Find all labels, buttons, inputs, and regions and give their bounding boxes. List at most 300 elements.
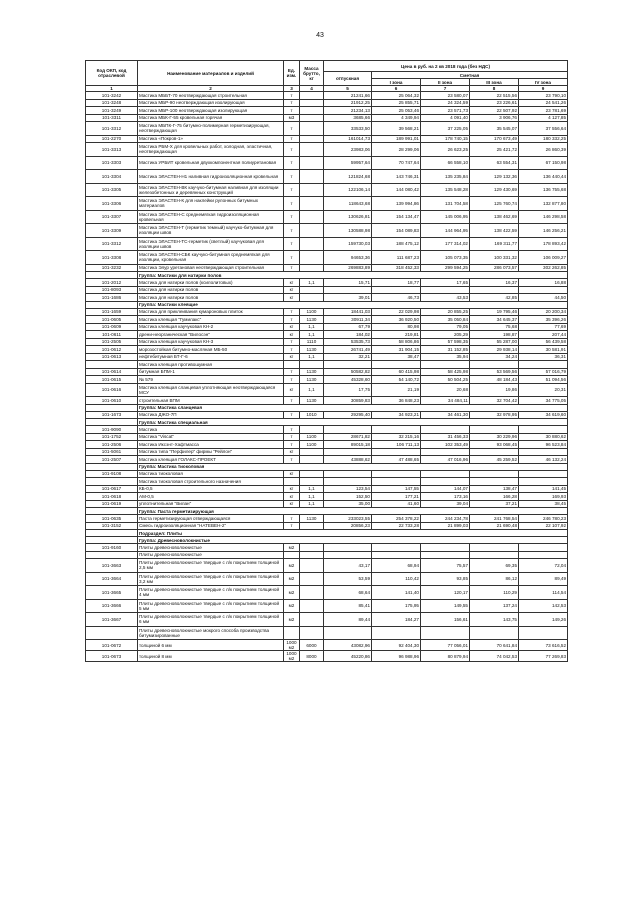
cell-code: 101-0610 [86,397,138,405]
cell-p7: 145 006,95 [421,210,470,224]
cell-name: Плиты древесноволокнистые [138,551,284,559]
cell-p7: 34 461,30 [421,411,470,419]
cell-mass: 1,1 [300,279,324,287]
table-row [86,433,568,441]
cell-p6: 318 452,33 [372,264,421,272]
cell-p7: 205,29 [421,331,470,339]
cell-p5: 184,02 [324,331,372,339]
cell-code: 101-0618 [86,493,138,501]
cell-p6: 147,55 [372,485,421,493]
cell-p7: 4 091,40 [421,114,470,122]
cell-p9: 246 780,23 [519,515,568,523]
cell-p8: 143,75 [470,613,519,627]
cell-name: Мастика клеящая ГОЛАКС-ПРОЕКТ [138,456,284,464]
cell-p5: 23983,06 [324,143,372,157]
cell-p6: 60 415,98 [372,368,421,376]
cell-code: 101-3232 [86,264,138,272]
table-row [86,92,568,100]
cell-mass: 1100 [300,433,324,441]
cell-code: 101-1752 [86,433,138,441]
table-row [86,383,568,397]
cell-name: Мастика клеящая противошумная [138,361,284,369]
cell-unit: м2 [284,613,300,627]
cell-p6: 70 747,64 [372,156,421,170]
cell-unit: т [284,346,300,354]
header-mass: Масса брутто, кг [300,61,324,86]
cell-p7: 144,07 [421,485,470,493]
cell-mass: 1,1 [300,493,324,501]
cell-p6: 189 991,01 [372,135,421,143]
cell-mass [300,183,324,197]
cell-mass [300,170,324,184]
cell-p8 [470,544,519,552]
cell-p9: 46 132,24 [519,456,568,464]
cell-mass: 1130 [300,397,324,405]
cell-unit: т [284,441,300,449]
cell-name: Мастика ЭЛАСТЕН-ТС-герметик (светлый) каучуковая для изоляции швов [138,237,284,251]
cell-name: Плиты древесноволокнистые [138,544,284,552]
cell-p7: 58 425,98 [421,368,470,376]
header-zone-2: II зона [421,79,470,86]
cell-p6: 25 855,71 [372,99,421,107]
cell-mass [300,237,324,251]
cell-name: Мастика УРБИТ кровельная двухкомпонентная полиуретановая [138,156,284,170]
table-row [86,572,568,586]
header-zone-1: I зона [372,79,421,86]
cell-mass [300,264,324,272]
cell-p9: 141,45 [519,485,568,493]
cell-p7: 37 225,05 [421,122,470,136]
cell-p8: 137,24 [470,599,519,613]
table-row [86,397,568,405]
cell-p9: 20 200,34 [519,308,568,316]
cell-p6: 32 215,16 [372,433,421,441]
cell-mass: 1,1 [300,331,324,339]
cell-unit: т [284,170,300,184]
cell-mass [300,92,324,100]
cell-unit: т [284,411,300,419]
group-title: Группа: Мастика специальная [138,419,568,426]
colnum: 6 [372,86,421,92]
cell-mass [300,143,324,157]
cell-p5: 233023,55 [324,515,372,523]
cell-name: Мастика клеящая "Гумилакс" [138,316,284,324]
cell-name: Мастика клеящая сланцевая уплотняющая неотверждающаяся МСУ [138,383,284,397]
cell-p6: 58 806,86 [372,338,421,346]
cell-p6 [372,448,421,456]
cell-p5: 30859,83 [324,397,372,405]
cell-mass [300,156,324,170]
cell-p9: 106 009,27 [519,251,568,265]
cell-code: 101-0673 [86,651,138,662]
table-row [86,500,568,508]
group-code-cell [86,508,138,515]
cell-p8 [470,551,519,559]
cell-p9: 57 016,79 [519,368,568,376]
group-title: Группа: Мастика сланцевая [138,404,568,411]
cell-p7: 156,61 [421,613,470,627]
table-row [86,376,568,384]
cell-code: 101-3242 [86,92,138,100]
colnum: 3 [284,86,300,92]
table-row [86,99,568,107]
cell-mass [300,522,324,530]
cell-code [86,478,138,486]
cell-mass: 1,1 [300,353,324,361]
cell-p6: 18,77 [372,279,421,287]
cell-code: 101-3663 [86,559,138,573]
cell-code [86,626,138,640]
cell-unit: т [284,92,300,100]
cell-mass [300,197,324,211]
cell-code: 101-9160 [86,544,138,552]
cell-p7: 26 623,25 [421,143,470,157]
group-row [86,537,568,544]
table-row [86,316,568,324]
cell-p9 [519,361,568,369]
cell-name: Мастика ЭЛАСТЕН-Т (герметик темный) каучуко-битумная для изоляции швов [138,224,284,238]
cell-name: Мастика ДЖО-7П [138,411,284,419]
cell-unit: т [284,135,300,143]
cell-p7: 57 598,35 [421,338,470,346]
table-row [86,170,568,184]
cell-code: 101-2270 [86,135,138,143]
cell-p6 [372,478,421,486]
cell-name: Мастика «Покров-1» [138,135,284,143]
table-row [86,441,568,449]
cell-p5: 43888,62 [324,456,372,464]
cell-unit: т [284,107,300,115]
table-row [86,478,568,486]
cell-unit: кг [284,383,300,397]
cell-p6: 92 404,30 [372,640,421,651]
group-code-cell [86,530,138,537]
cell-code: 101-9090 [86,426,138,434]
header-zone-4: IV зона [519,79,568,86]
table-row [86,448,568,456]
cell-unit: кг [284,493,300,501]
cell-p9 [519,478,568,486]
cell-code: 101-3308 [86,251,138,265]
cell-p8 [470,286,519,294]
cell-code: 101-2012 [86,279,138,287]
table-row [86,353,568,361]
table-row [86,470,568,478]
table-row [86,551,568,559]
cell-unit: кг [284,323,300,331]
cell-p8: 34,24 [470,353,519,361]
cell-p8: 53 569,56 [470,368,519,376]
cell-mass: 1130 [300,368,324,376]
cell-p7: 299 594,25 [421,264,470,272]
cell-code: 101-3312 [86,237,138,251]
cell-code: 101-3312 [86,122,138,136]
cell-mass: 1130 [300,376,324,384]
cell-code: 101-8093 [86,286,138,294]
cell-name: Мастика Элур уретановая неотверждающая строительная [138,264,284,272]
cell-unit: т [284,368,300,376]
group-row [86,508,568,515]
cell-p6: 219,81 [372,331,421,339]
cell-p5: 21912,25 [324,99,372,107]
cell-p7 [421,448,470,456]
cell-p9: 35 396,26 [519,316,568,324]
cell-p5 [324,478,372,486]
cell-name: Мастика МББТ-70 неотверждающая строительная [138,92,284,100]
table-row [86,156,568,170]
cell-p5: 89,44 [324,613,372,627]
cell-p6: 21,19 [372,383,421,397]
cell-unit: м2 [284,544,300,552]
cell-p9: 56 439,58 [519,338,568,346]
table-row [86,122,568,136]
cell-unit: м2 [284,559,300,573]
cell-p9: 36,31 [519,353,568,361]
cell-p7: 23 571,73 [421,107,470,115]
cell-p9: 89,49 [519,572,568,586]
cell-name: Плиты древесноволокнистые мокрого способа производства битумизированные [138,626,284,640]
cell-mass: 1010 [300,411,324,419]
cell-p8: 166,28 [470,493,519,501]
cell-p5 [324,626,372,640]
cell-p5: 26741,49 [324,346,372,354]
cell-code: 101-9108 [86,470,138,478]
cell-name: Мастика для натирки полов [138,294,284,302]
cell-mass: 1110 [300,338,324,346]
cell-code: 101-0635 [86,515,138,523]
cell-p8: 42,85 [470,294,519,302]
cell-p5: 30911,34 [324,316,372,324]
cell-unit: т [284,224,300,238]
table-row [86,135,568,143]
table-row [86,197,568,211]
cell-p6: 47 488,65 [372,456,421,464]
cell-unit: т [284,376,300,384]
cell-p7: 21 899,03 [421,522,470,530]
cell-p6: 34 923,21 [372,411,421,419]
cell-mass [300,456,324,464]
cell-mass [300,361,324,369]
cell-p7: 66 558,10 [421,156,470,170]
cell-p5: 53535,73 [324,338,372,346]
cell-p8: 169 311,77 [470,237,519,251]
cell-unit: кг [284,294,300,302]
group-title: Подраздел: Плиты [138,530,568,537]
cell-p8: 48 184,43 [470,376,519,384]
cell-p5: 3685,66 [324,114,372,122]
cell-unit: т [284,210,300,224]
cell-unit: м2 [284,586,300,600]
cell-p6: 4 349,94 [372,114,421,122]
cell-p6: 154 089,83 [372,224,421,238]
table-row [86,599,568,613]
cell-code: 101-3313 [86,143,138,157]
cell-mass [300,470,324,478]
cell-p5: 29295,40 [324,411,372,419]
cell-code: 101-3667 [86,613,138,627]
cell-p8: 63 554,31 [470,156,519,170]
cell-p8: 45 259,52 [470,456,519,464]
cell-p5: 20856,23 [324,522,372,530]
table-row [86,224,568,238]
cell-name: Мастика для приклеивания кумароновых плиток [138,308,284,316]
table-row [86,279,568,287]
cell-p5: 161014,73 [324,135,372,143]
cell-p8: 138,47 [470,485,519,493]
cell-p9: 77,69 [519,323,568,331]
header-code: Код ОКП, код отраслевой [86,61,138,86]
cell-p7: 35 050,84 [421,316,470,324]
cell-name: Плиты древесноволокнистые твердые с л/к покрытием толщиной 3,2 мм [138,572,284,586]
cell-p6: 36 848,23 [372,397,421,405]
cell-unit: т [284,316,300,324]
cell-p9: 23 781,69 [519,107,568,115]
cell-p9: 169,93 [519,493,568,501]
cell-mass [300,224,324,238]
cell-unit: кг [284,470,300,478]
cell-unit: кг [284,448,300,456]
group-row [86,404,568,411]
cell-p9 [519,551,568,559]
cell-name: толщиной 6 мм [138,640,284,651]
cell-p7 [421,544,470,552]
cell-p6: 80,98 [372,323,421,331]
cell-p6: 22 029,98 [372,308,421,316]
cell-p9: 132 877,80 [519,197,568,211]
cell-p7: 131 704,58 [421,197,470,211]
cell-unit: т [284,122,300,136]
cell-p7: 35,94 [421,353,470,361]
cell-p5: 122106,14 [324,183,372,197]
table-row [86,210,568,224]
cell-unit: т [284,433,300,441]
cell-mass [300,544,324,552]
cell-name: Мастика ЭЛАСТЕН-С среднемягкая гидроизоляционная кровельная [138,210,284,224]
cell-p7: 173,16 [421,493,470,501]
cell-p5: 21234,13 [324,107,372,115]
cell-name: Мастика ЭЛАСТЕН-ВК каучуко-битумная наливная для изоляции железобетонных и деревянных конструкций [138,183,284,197]
cell-unit: м2 [284,599,300,613]
cell-name: № 579 [138,376,284,384]
colnum: 5 [324,86,372,92]
cell-name: Мастика для натирки полов (ксилолитовых) [138,279,284,287]
cell-p6: 110,42 [372,572,421,586]
cell-p9: 114,54 [519,586,568,600]
cell-mass [300,572,324,586]
cell-code: 101-1673 [86,411,138,419]
cell-p9: 37 556,64 [519,122,568,136]
cell-p6 [372,626,421,640]
cell-p8 [470,470,519,478]
page-number: 43 [316,32,324,39]
cell-unit: т [284,397,300,405]
table-row [86,286,568,294]
cell-unit: т [284,197,300,211]
table-row [86,346,568,354]
cell-p8: 138 422,59 [470,224,519,238]
cell-code: 101-0612 [86,346,138,354]
cell-code: 101-0617 [86,485,138,493]
cell-p7: 34 484,11 [421,397,470,405]
cell-p8: 34 645,37 [470,316,519,324]
cell-p8 [470,626,519,640]
cell-code: 101-0615 [86,376,138,384]
cell-mass [300,586,324,600]
cell-name: дрени-неорганическая "Вилосэн" [138,331,284,339]
cell-p6 [372,426,421,434]
cell-p5: 39,01 [324,294,372,302]
cell-p9: 23 790,10 [519,92,568,100]
table-row [86,426,568,434]
cell-p8: 241 768,54 [470,515,519,523]
cell-p5: 159730,03 [324,237,372,251]
cell-p8: 30 229,96 [470,433,519,441]
cell-p6: 184,27 [372,613,421,627]
group-row [86,530,568,537]
table-row [86,651,568,662]
cell-code: 101-0672 [86,640,138,651]
cell-p9 [519,626,568,640]
cell-p8: 25 421,72 [470,143,519,157]
cell-unit: т [284,237,300,251]
cell-p5: 130588,98 [324,224,372,238]
table-row [86,183,568,197]
cell-name: Мастика МБР-90 неотверждающая изолирующая [138,99,284,107]
cell-p6: 154 134,47 [372,210,421,224]
cell-p8: 69,35 [470,559,519,573]
header-release: отпускная [324,72,372,86]
cell-p6: 39 568,21 [372,122,421,136]
header-price: Цена в руб. на 2 кв 2018 года (без НДС) [324,61,568,72]
cell-name: Мастика тиоколовая [138,470,284,478]
cell-p5: 152,50 [324,493,372,501]
colnum: 7 [421,86,470,92]
cell-p5: 18441,03 [324,308,372,316]
cell-code: 101-2506 [86,441,138,449]
header-estimate: Сметная [372,72,568,79]
cell-p5: 45328,60 [324,376,372,384]
cell-name: Мастика ЭЛАСТЕН-СБК каучуко-битумная среднемягкая для изоляции, кровельная [138,251,284,265]
cell-p6: 31 904,15 [372,346,421,354]
cell-p6 [372,544,421,552]
cell-p8: 32 704,42 [470,397,519,405]
cell-code [86,361,138,369]
cell-code: 101-1659 [86,308,138,316]
cell-p8: 23 226,61 [470,99,519,107]
cell-code: 101-2507 [86,456,138,464]
cell-unit: кг [284,286,300,294]
cell-p9: 207,44 [519,331,568,339]
cell-p8: 86,12 [470,572,519,586]
table-row [86,626,568,640]
group-code-cell [86,537,138,544]
cell-code: 101-3152 [86,522,138,530]
group-title: Группа: Мастики для натирки полов [138,272,568,279]
cell-unit: м2 [284,572,300,586]
cell-p9 [519,448,568,456]
cell-code: 101-3665 [86,586,138,600]
cell-p8: 70 641,84 [470,640,519,651]
cell-p7 [421,470,470,478]
table-row [86,368,568,376]
cell-name: Мастика типа "Перфилер" фирмы "Рейлон" [138,448,284,456]
cell-p9 [519,544,568,552]
cell-p6: 46,73 [372,294,421,302]
cell-p9: 38,45 [519,500,568,508]
cell-p5 [324,551,372,559]
cell-unit: т [284,99,300,107]
cell-p7: 144 964,95 [421,224,470,238]
